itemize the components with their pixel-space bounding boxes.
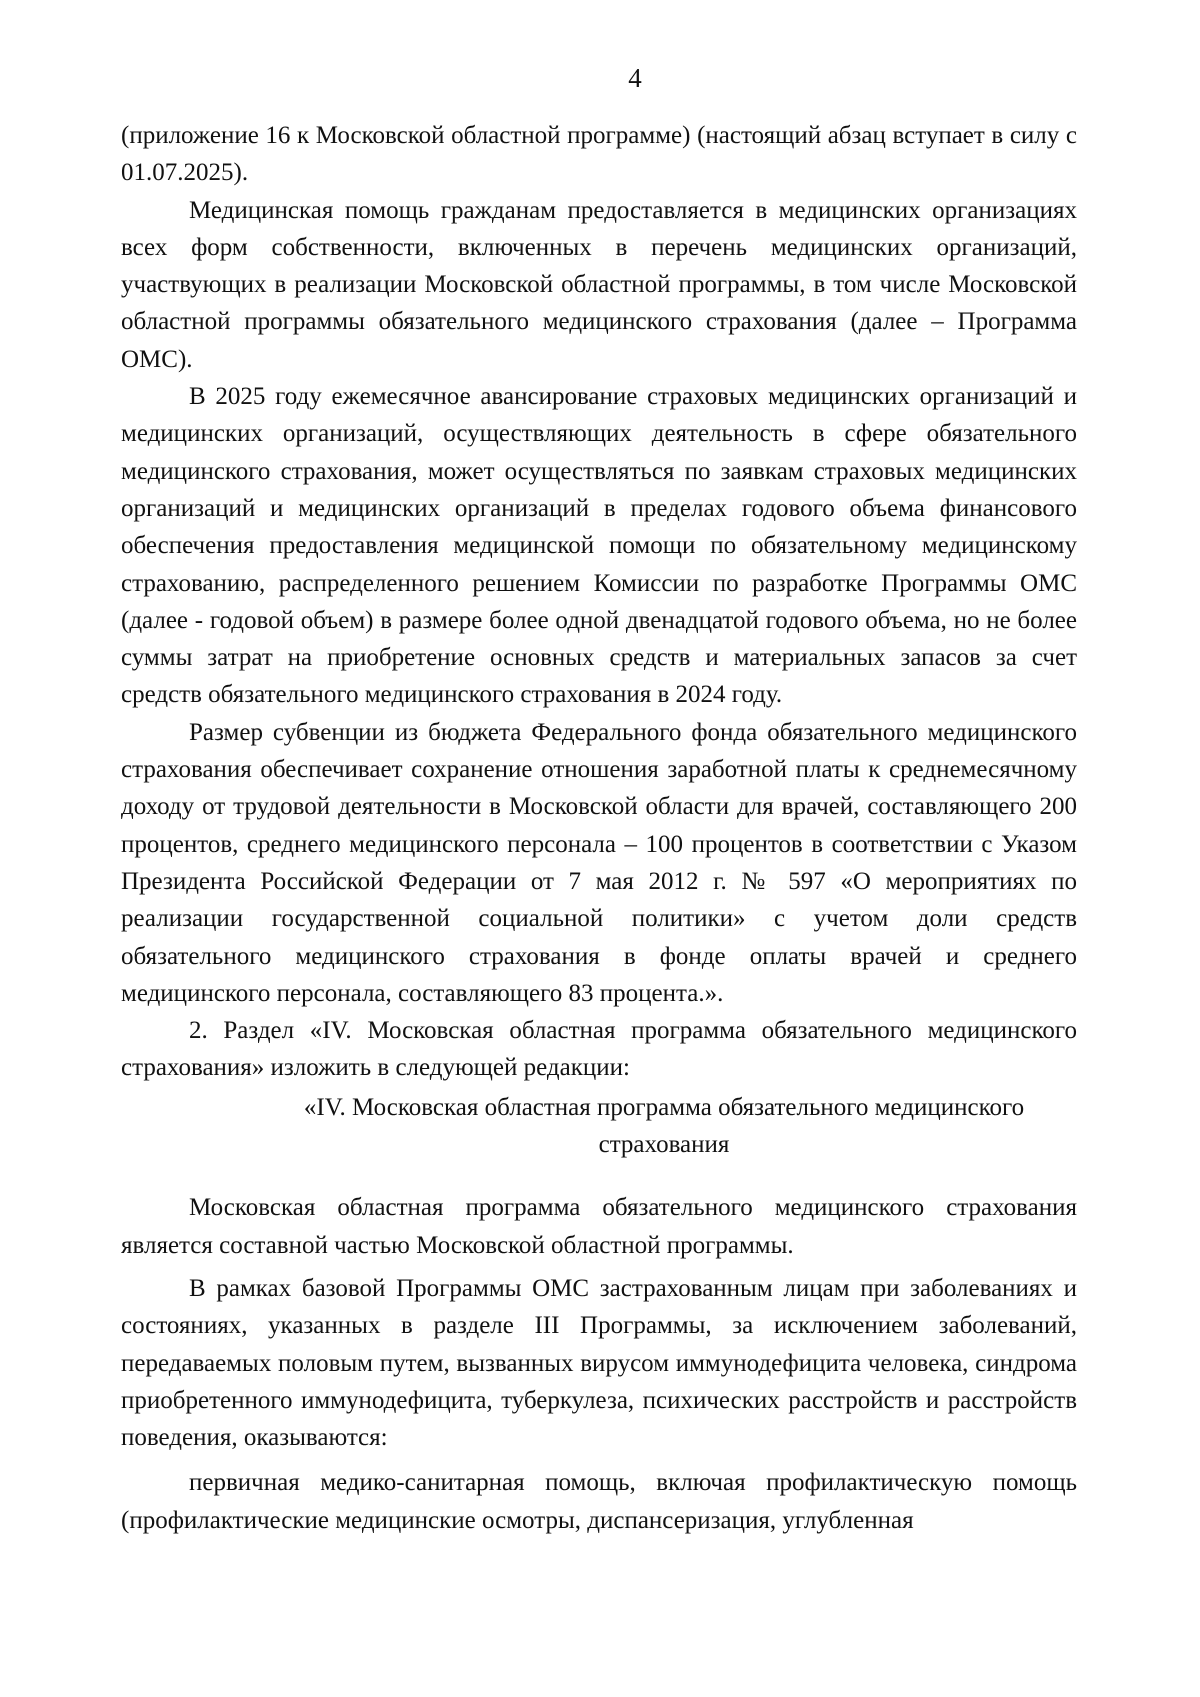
section-heading-line1: «IV. Московская областная программа обязательного медицинского: [303, 1093, 1025, 1121]
paragraph-base-program: В рамках базовой Программы ОМС застрахованным лицам при заболеваниях и состояниях, указанных в разделе III Программы, за исключением заболеваний, передаваемых половым путем, вызванных вирусом иммунодефицита человека, синдрома приобретенного иммунодефицита, туберкулеза, психических расстройств и расстройств поведения, оказываются:: [121, 1274, 1077, 1452]
paragraph-program-part: Московская областная программа обязательного медицинского страхования является составной частью Московской областной программы.: [121, 1194, 1077, 1259]
paragraph-subvention: Размер субвенции из бюджета Федерального фонда обязательного медицинского страхования обеспечивает сохранение отношения заработной платы к среднемесячному доходу от трудовой деятельности в Московской области для врачей, составляющего 200 процентов, среднего медицинского персонала – 100 процентов в соответствии с Указом Президента Российской Федерации от 7 мая 2012 г. № 597 «О мероприятиях по реализации государственной социальной политики» с учетом доли средств обязательного медицинского страхования в фонде оплаты врачей и среднего медицинского персонала, составляющего 83 процента.».: [121, 718, 1077, 1007]
paragraph-continuation: (приложение 16 к Московской областной программе) (настоящий абзац вступает в силу с 01.07.2025).: [121, 122, 1077, 187]
section-heading-line2: страхования: [598, 1131, 730, 1159]
document-body: [121, 117, 1077, 1539]
section-heading: [121, 1089, 1077, 1164]
paragraph-section-amendment: 2. Раздел «IV. Московская областная программа обязательного медицинского страхования» изложить в следующей редакции:: [121, 1017, 1077, 1082]
page-number: 4: [628, 63, 642, 93]
paragraph-advance-payment: В 2025 году ежемесячное авансирование страховых медицинских организаций и медицинских организаций, осуществляющих деятельность в сфере обязательного медицинского страхования, может осуществляться по заявкам страховых медицинских организаций и медицинских организаций в пределах годового объема финансового обеспечения предоставления медицинской помощи по обязательному медицинскому страхованию, распределенного решением Комиссии по разработке Программы ОМС (далее - годовой объем) в размере более одной двенадцатой годового объема, но не более суммы затрат на приобретение основных средств и материальных запасов за счет средств обязательного медицинского страхования в 2024 году.: [121, 383, 1077, 709]
paragraph-medical-help: Медицинская помощь гражданам предоставляется в медицинских организациях всех форм собственности, включенных в перечень медицинских организаций, участвующих в реализации Московской областной программы, в том числе Московской областной программы обязательного медицинского страхования (далее – Программа ОМС).: [121, 196, 1077, 373]
heading-spacer: [121, 1163, 1077, 1189]
paragraph-primary-care: первичная медико-санитарная помощь, включая профилактическую помощь (профилактические медицинские осмотры, диспансеризация, углубленная: [121, 1469, 1077, 1534]
